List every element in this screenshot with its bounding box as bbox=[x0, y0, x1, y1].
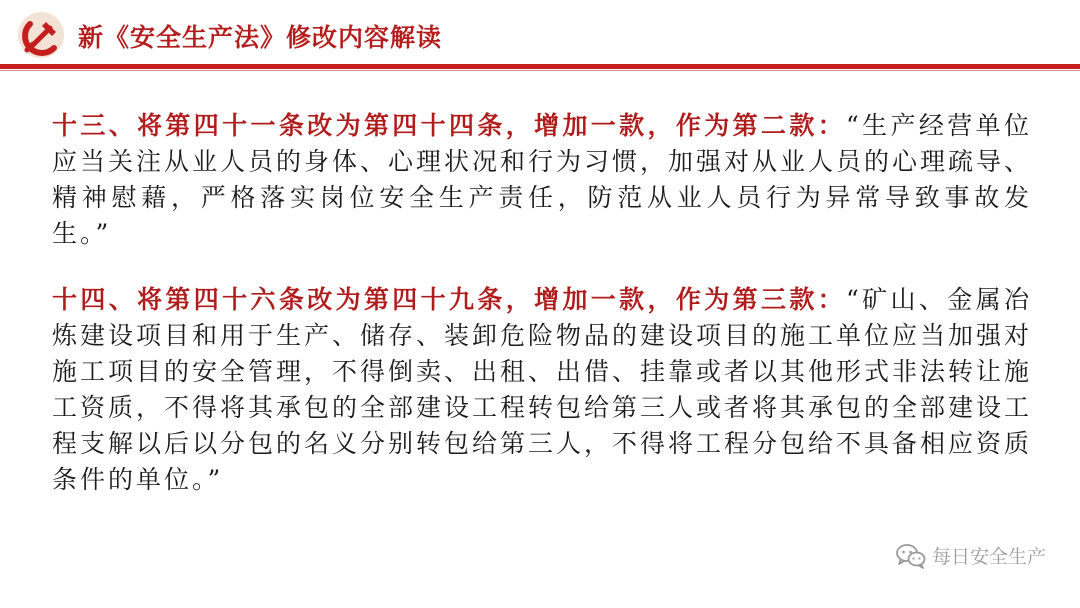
slide-content bbox=[52, 108, 1032, 528]
amendment-paragraph-13 bbox=[52, 108, 1032, 252]
amendment-body: “生产经营单位应当关注从业人员的身体、心理状况和行为习惯，加强对从业人员的心理疏导、精神慰藉，严格落实岗位安全生产责任，防范从业人员行为异常导致事故发生。” bbox=[52, 111, 1033, 248]
watermark-text: 每日安全生产 bbox=[931, 546, 1046, 568]
wechat-icon bbox=[896, 543, 926, 569]
amendment-lead: 十四、将第四十六条改为第四十九条，增加一款，作为第三款： bbox=[52, 285, 847, 314]
amendment-body: “矿山、金属冶炼建设项目和用于生产、储存、装卸危险物品的建设项目的施工单位应当加强对施工项目的安全管理，不得倒卖、出租、出借、挂靠或者以其他形式非法转让施工资质，不得将其承包的全部建设工程转包给第三人或者将其承包的全部建设工程支解以后以分包的名义分别转包给第三人，不得将工程分包给不具备相应资质条件的单位。” bbox=[52, 285, 1033, 494]
slide-header bbox=[0, 0, 1080, 72]
amendment-paragraph-14 bbox=[52, 282, 1032, 498]
header-divider bbox=[0, 64, 1080, 69]
header-divider-thin bbox=[0, 70, 1080, 71]
amendment-lead: 十三、将第四十一条改为第四十四条，增加一款，作为第二款： bbox=[52, 111, 847, 140]
page-title: 新《安全生产法》修改内容解读 bbox=[78, 23, 443, 52]
watermark bbox=[896, 542, 1046, 569]
party-emblem-icon bbox=[16, 10, 66, 60]
